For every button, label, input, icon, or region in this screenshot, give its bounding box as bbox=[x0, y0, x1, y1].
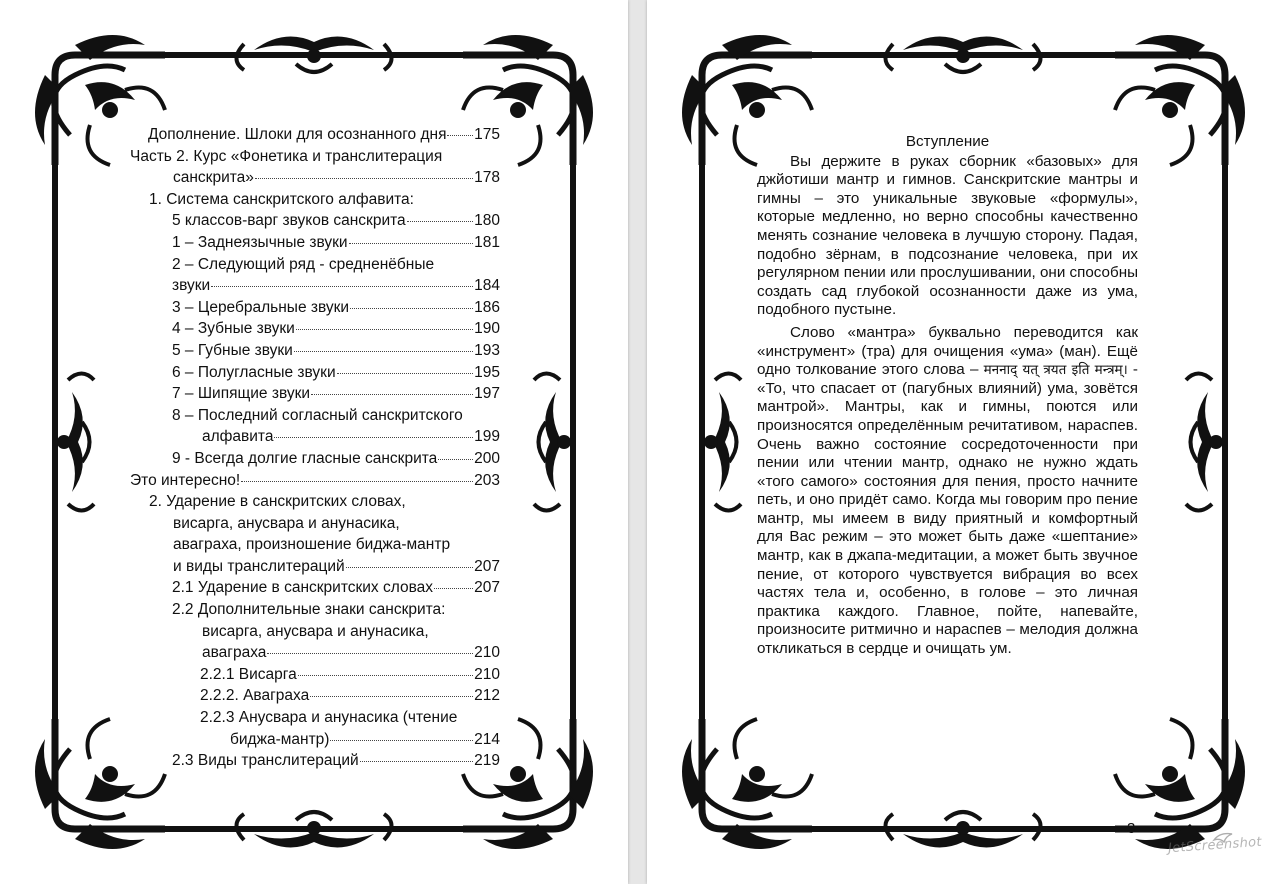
toc-entry[interactable] bbox=[130, 210, 500, 232]
sanskrit-quote: मननाद् यत् त्रयत इति मन्त्रम्। bbox=[983, 362, 1128, 379]
paragraph-text: - «То, что спасает от (пагубных влияний) ума, зовётся мантрой». Мантры, как и гимны, поются или произносятся определённым речитативом, нараспев. Очень важно состояние сосредоточенности при пении или чтении мантр, однако не нужно ждать «того самого» состояния для пения, просто начните петь, и оно придёт само. Когда мы говорим про пение мантр, мы имеем в виду приятный и комфортный для Вас режим – это может быть даже «шептание» мантр, как в джапа-медитации, а может быть звучное пение, от которого чувствуется вибрация во всех частях тела и, особенно, в голове – это личная практика каждого. Главное, пойте, напевайте, произносите ритмично и нараспев – мелодия должна откликаться в сердце и очищать ум. bbox=[757, 361, 1138, 658]
table-of-contents bbox=[130, 124, 500, 772]
article-body bbox=[757, 133, 1138, 663]
toc-entry[interactable] bbox=[130, 448, 500, 470]
toc-entry-title: 4 – Зубные звуки bbox=[172, 320, 295, 338]
toc-page-number: 199 bbox=[474, 428, 500, 446]
toc-entry[interactable] bbox=[130, 750, 500, 772]
toc-entry-title: 2.1 Ударение в санскритских словах bbox=[172, 579, 434, 597]
toc-entry[interactable] bbox=[130, 491, 500, 577]
toc-entry[interactable] bbox=[130, 707, 500, 750]
toc-entry-title: 9 - Всегда долгие гласные санскрита bbox=[172, 449, 438, 467]
paragraph: Вы держите в руках сборник «базовых» для джйотиши мантр и гимнов. Санскритские мантры и гимны – это уникальные звуковые «формулы», которые медленно, но верно способны качественно менять сознание человека в лучшую сторону. Падая, подобно зёрнам, в подсознание человека, при их регулярном пении или прослушивании, они способны создать сад глубокой осознанности даже из ума, подобного пустыне. bbox=[757, 152, 1138, 319]
toc-entry[interactable] bbox=[130, 470, 500, 492]
toc-page-number: 197 bbox=[474, 385, 500, 403]
toc-entry-title: 7 – Шипящие звуки bbox=[172, 385, 311, 403]
article-title: Вступление bbox=[905, 133, 990, 150]
toc-entry[interactable] bbox=[130, 577, 500, 599]
toc-page-number: 203 bbox=[474, 471, 500, 489]
toc-leader-dots bbox=[294, 351, 473, 352]
toc-entry-title: Это интересно! bbox=[130, 471, 241, 489]
toc-entry[interactable] bbox=[130, 685, 500, 707]
toc-leader-dots bbox=[447, 135, 473, 136]
toc-page-number: 180 bbox=[474, 212, 500, 230]
toc-page-number: 175 bbox=[474, 126, 500, 143]
toc-leader-dots bbox=[346, 567, 473, 568]
toc-entry-title: 1 – Заднеязычные звуки bbox=[172, 233, 348, 251]
toc-entry-title: санскрита» bbox=[173, 169, 254, 187]
toc-entry[interactable] bbox=[130, 318, 500, 340]
toc-entry-title: 2. Ударение в санскритских словах, bbox=[149, 493, 406, 511]
toc-entry[interactable] bbox=[130, 405, 500, 448]
toc-page-number: 210 bbox=[474, 644, 500, 662]
toc-leader-dots bbox=[434, 588, 473, 589]
toc-entry[interactable] bbox=[130, 599, 500, 664]
toc-leader-dots bbox=[241, 481, 473, 482]
toc-entry-title: 3 – Церебральные звуки bbox=[172, 298, 350, 316]
toc-entry[interactable] bbox=[130, 124, 500, 146]
toc-leader-dots bbox=[407, 221, 473, 222]
toc-page-number: 200 bbox=[474, 449, 500, 467]
toc-entry[interactable] bbox=[130, 383, 500, 405]
toc-page-number: 207 bbox=[474, 579, 500, 597]
toc-page-number: 184 bbox=[474, 277, 500, 295]
toc-entry-title: 1. Система санскритского алфавита: bbox=[149, 190, 414, 208]
toc-leader-dots bbox=[438, 459, 473, 460]
toc-entry[interactable] bbox=[130, 146, 500, 189]
toc-entry-title: 5 классов-варг звуков санскрита bbox=[172, 212, 406, 230]
toc-entry-title: алфавита bbox=[202, 428, 274, 446]
toc-leader-dots bbox=[311, 394, 473, 395]
toc-page-number: 210 bbox=[474, 665, 500, 683]
toc-leader-dots bbox=[274, 437, 473, 438]
toc-entry-title: 2.3 Виды транслитераций bbox=[172, 752, 359, 770]
toc-leader-dots bbox=[360, 761, 473, 762]
paragraph-text: Слово «мантра» буквально переводится как «инструмент» (тра) для очищения «ума» (ман). Ещё одно толкование этого слова – bbox=[757, 323, 1138, 379]
toc-page-number: 207 bbox=[474, 557, 500, 575]
toc-entry-title: аваграха, произношение биджа-мантр bbox=[173, 536, 451, 554]
toc-leader-dots bbox=[296, 329, 473, 330]
toc-entry[interactable] bbox=[130, 254, 500, 297]
toc-entry-title: висарга, анусвара и анунасика, bbox=[173, 514, 400, 532]
toc-entry-title: 2.2.2. Аваграха bbox=[200, 687, 310, 705]
toc-leader-dots bbox=[267, 653, 473, 654]
toc-entry-title: висарга, анусвара и анунасика, bbox=[202, 622, 429, 640]
toc-entry[interactable] bbox=[130, 664, 500, 686]
toc-entry-title: 2.2 Дополнительные знаки санскрита: bbox=[172, 601, 446, 619]
toc-leader-dots bbox=[310, 696, 473, 697]
toc-page-number: 181 bbox=[474, 233, 500, 251]
toc-entry[interactable] bbox=[130, 232, 500, 254]
toc-entry-title: 2 – Следующий ряд - средненёбные bbox=[172, 255, 435, 273]
toc-entry-title: и виды транслитераций bbox=[173, 557, 345, 575]
toc-entry-title: 6 – Полугласные звуки bbox=[172, 363, 336, 381]
toc-entry-title: 2.2.1 Висарга bbox=[200, 665, 297, 683]
watermark: JetScreenshot bbox=[1167, 834, 1263, 857]
toc-entry-title: звуки bbox=[172, 277, 211, 295]
toc-page-number: 186 bbox=[474, 298, 500, 316]
paragraph bbox=[757, 324, 1138, 659]
toc-entry-title: 5 – Губные звуки bbox=[172, 341, 293, 359]
toc-entry-title: Дополнение. Шлоки для осознанного дня bbox=[148, 126, 447, 143]
toc-entry-title: 2.2.3 Анусвара и анунасика (чтение bbox=[200, 709, 458, 727]
toc-leader-dots bbox=[255, 178, 473, 179]
toc-leader-dots bbox=[211, 286, 473, 287]
toc-page-number: 214 bbox=[474, 730, 500, 748]
toc-leader-dots bbox=[298, 675, 473, 676]
toc-entry-title: 8 – Последний согласный санскритского bbox=[172, 406, 463, 424]
toc-entry[interactable] bbox=[130, 362, 500, 384]
toc-page-number: 219 bbox=[474, 752, 500, 770]
toc-page-number: 190 bbox=[474, 320, 500, 338]
toc-leader-dots bbox=[337, 373, 474, 374]
toc-page-number: 195 bbox=[474, 363, 500, 381]
toc-entry[interactable] bbox=[130, 189, 500, 211]
toc-entry-title: аваграха bbox=[202, 644, 267, 662]
toc-page-number: 178 bbox=[474, 169, 500, 187]
toc-leader-dots bbox=[350, 308, 473, 309]
toc-leader-dots bbox=[330, 740, 473, 741]
page-left bbox=[0, 0, 628, 884]
toc-entry-title: биджа-мантр) bbox=[230, 730, 330, 748]
toc-entry[interactable] bbox=[130, 340, 500, 362]
toc-page-number: 193 bbox=[474, 341, 500, 359]
toc-page-number: 212 bbox=[474, 687, 500, 705]
toc-entry-title: Часть 2. Курс «Фонетика и транслитерация bbox=[130, 147, 443, 165]
page-number: 3 bbox=[1127, 820, 1136, 837]
toc-leader-dots bbox=[349, 243, 474, 244]
toc-entry[interactable] bbox=[130, 297, 500, 319]
